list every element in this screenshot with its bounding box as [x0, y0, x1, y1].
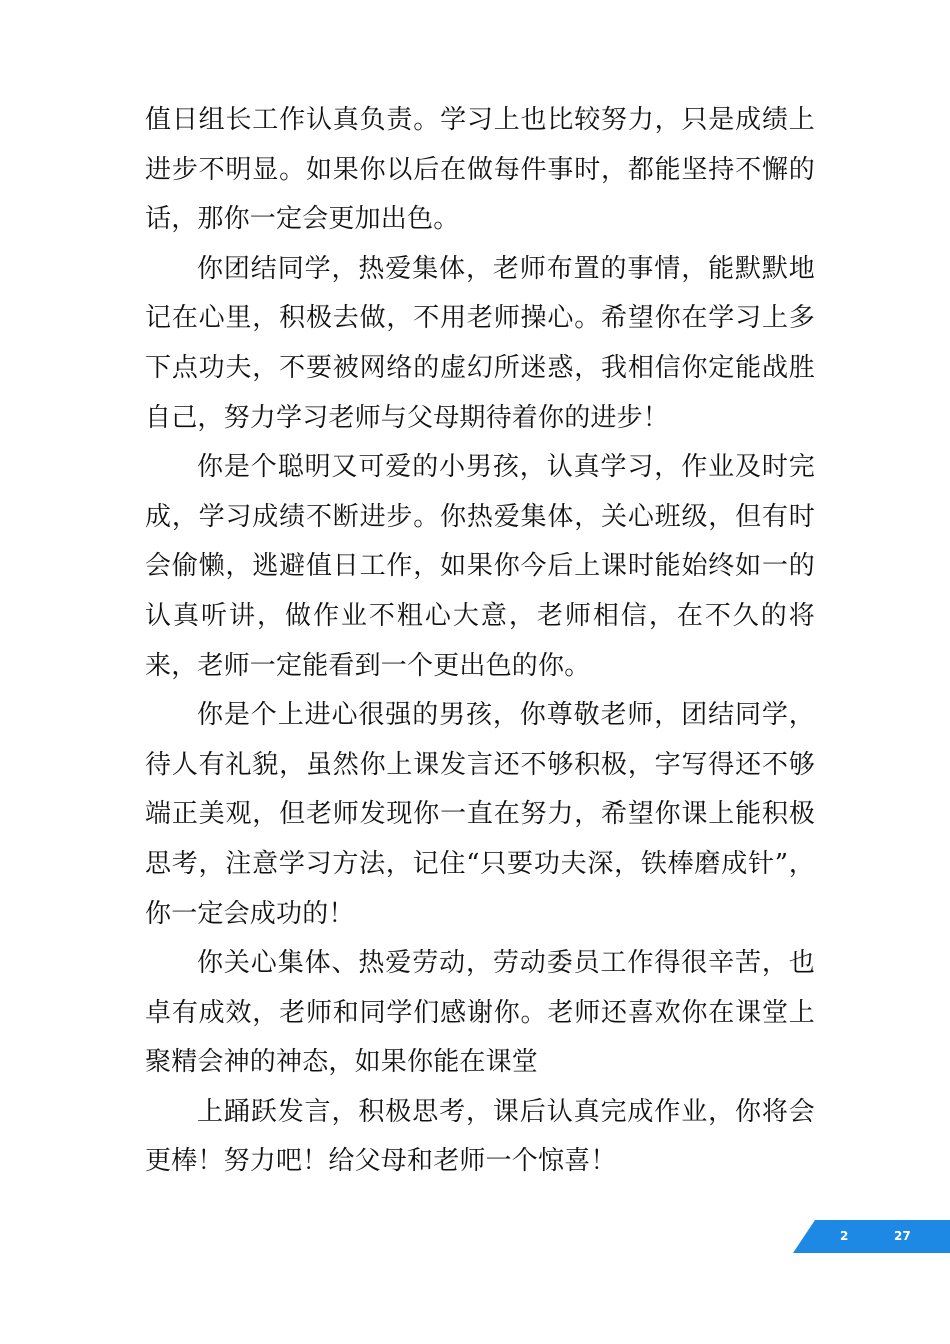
document-body: [145, 96, 815, 1187]
current-page-number: 2: [840, 1229, 849, 1243]
paragraph: 上踊跃发言，积极思考，课后认真完成作业，你将会更棒！努力吧！给父母和老师一个惊喜！: [145, 1096, 815, 1177]
paragraph-continued: 值日组长工作认真负责。学习上也比较努力，只是成绩上进步不明显。如果你以后在做每件事时，都能坚持不懈的话，那你一定会更加出色。: [145, 105, 815, 235]
page-badge-shape: [793, 1220, 950, 1253]
page-number-badge: [793, 1220, 950, 1253]
total-pages-number: 27: [894, 1229, 911, 1243]
paragraph: 你是个上进心很强的男孩，你尊敬老师，团结同学，待人有礼貌，虽然你上课发言还不够积极，字写得还不够端正美观，但老师发现你一直在努力，希望你课上能积极思考，注意学习方法，记住“只要功夫深，铁棒磨成针”，你一定会成功的！: [145, 700, 815, 929]
paragraph: 你关心集体、热爱劳动，劳动委员工作得很辛苦，也卓有成效，老师和同学们感谢你。老师还喜欢你在课堂上聚精会神的神态，如果你能在课堂: [145, 948, 815, 1078]
paragraph: 你团结同学，热爱集体，老师布置的事情，能默默地记在心里，积极去做，不用老师操心。希望你在学习上多下点功夫，不要被网络的虚幻所迷惑，我相信你定能战胜自己，努力学习老师与父母期待着你的进步！: [145, 253, 815, 433]
badge-background: [793, 1220, 950, 1253]
paragraph: 你是个聪明又可爱的小男孩，认真学习，作业及时完成，学习成绩不断进步。你热爱集体，关心班级，但有时会偷懒，逃避值日工作，如果你今后上课时能始终如一的认真听讲，做作业不粗心大意，老师相信，在不久的将来，老师一定能看到一个更出色的你。: [145, 452, 815, 681]
